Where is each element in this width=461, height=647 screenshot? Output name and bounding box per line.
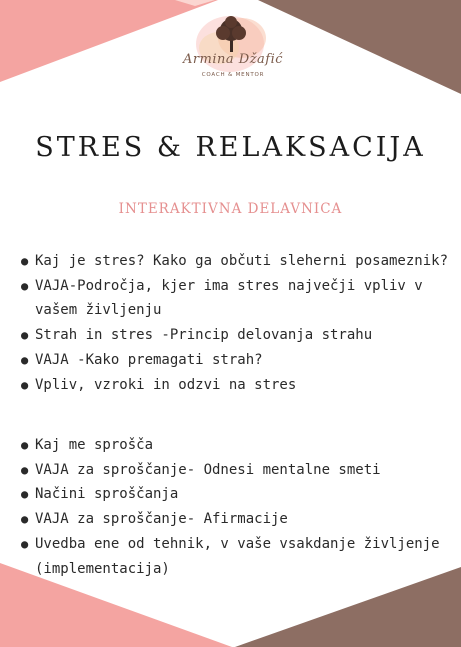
list-item <box>19 482 449 507</box>
logo <box>174 8 292 90</box>
bullet-icon: ● <box>21 438 29 452</box>
bullet-icon: ● <box>21 536 29 551</box>
bullet-icon: ● <box>21 352 29 367</box>
list-item-text: Strah in stres -Princip delovanja strahu <box>35 327 373 344</box>
list-item-text: Uvedba ene od tehnik, v vaše vsakdanje življenje (implementacija) <box>35 535 440 577</box>
list-item <box>19 458 449 483</box>
bullet-icon: ● <box>21 278 29 293</box>
bullet-icon: ● <box>21 487 29 502</box>
bullet-icon: ● <box>21 512 29 527</box>
list-item-text: VAJA za sproščanje- Odnesi mentalne smeti <box>35 461 381 478</box>
bullet-icon: ● <box>21 328 29 343</box>
list-item-text: Vpliv, vzroki in odzvi na stres <box>35 376 297 393</box>
list-item <box>19 507 449 532</box>
list-item-text: Kaj je stres? Kako ga občuti sleherni posameznik? <box>35 253 449 269</box>
logo-name: Armina Džafić <box>182 52 284 67</box>
page-title: STRES & RELAKSACIJA <box>35 132 426 163</box>
list-item-text: VAJA-Področja, kjer ima stres največji vpliv v vašem življenju <box>35 277 423 319</box>
logo-tagline: COACH & MENTOR <box>201 72 265 78</box>
topic-list-part-2 <box>19 433 449 581</box>
list-item <box>19 348 449 373</box>
list-item <box>19 323 449 348</box>
page-subtitle: INTERAKTIVNA DELAVNICA <box>118 201 343 217</box>
list-item <box>19 274 449 323</box>
list-item <box>19 373 449 398</box>
topic-list-part-1 <box>19 249 449 397</box>
list-item <box>19 532 449 581</box>
bullet-icon: ● <box>21 462 29 477</box>
list-item-text: VAJA za sproščanje- Afirmacije <box>35 511 288 528</box>
bullet-icon: ● <box>21 254 29 268</box>
bullet-icon: ● <box>21 377 29 392</box>
list-item-text: VAJA -Kako premagati strah? <box>35 351 263 368</box>
list-item-text: Kaj me sprošča <box>35 437 154 453</box>
list-item <box>19 433 449 458</box>
list-item-text: Načini sproščanja <box>35 486 179 503</box>
list-item <box>19 249 449 274</box>
